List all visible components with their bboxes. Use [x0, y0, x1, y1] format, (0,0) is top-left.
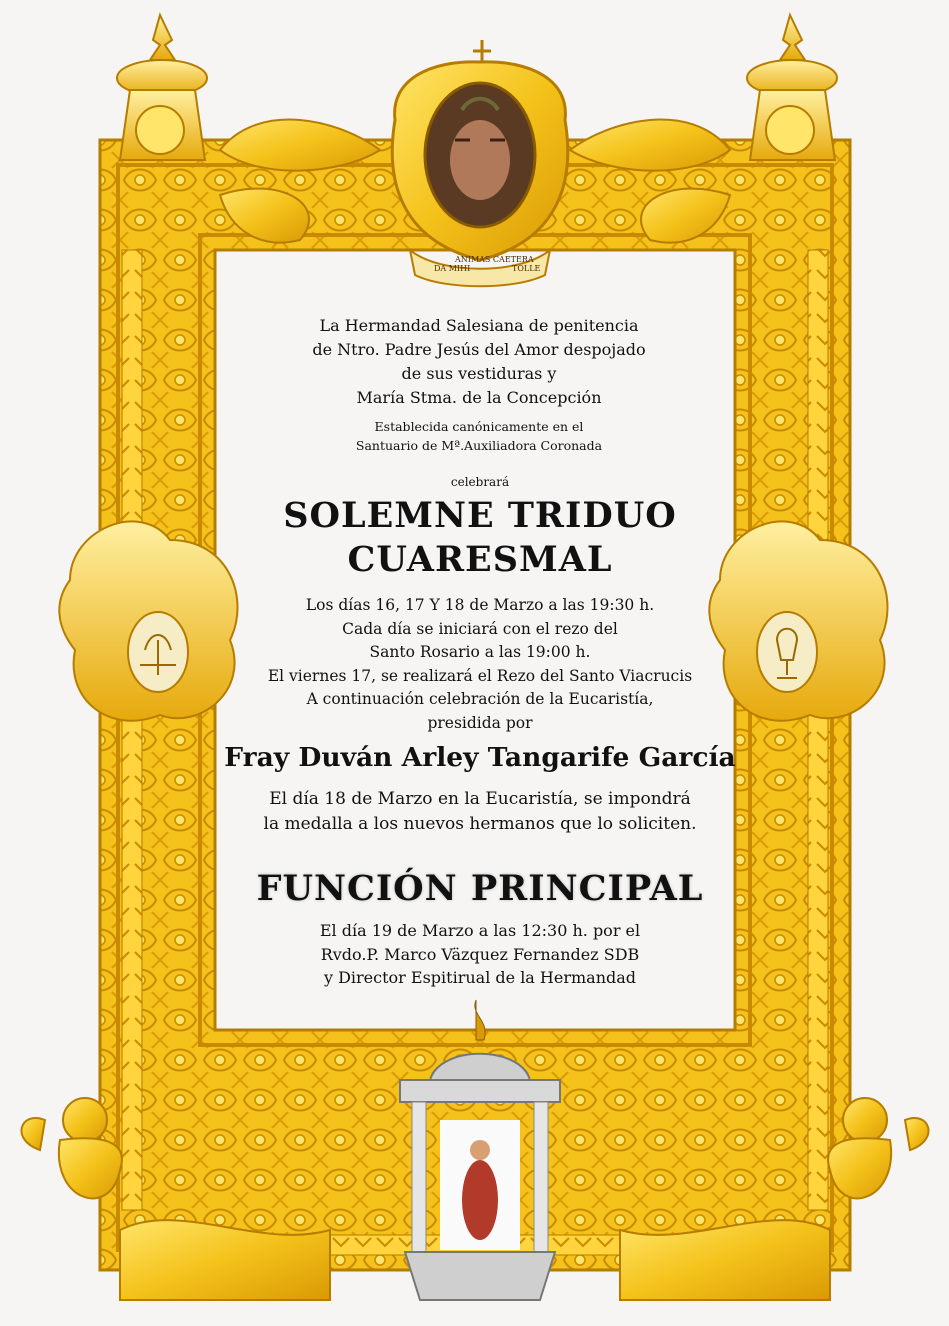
intro-line: María Stma. de la Concepción — [356, 388, 602, 407]
celebrates-label: celebrará — [450, 475, 510, 489]
emblem-banner-center: ANIMAS CAETERA — [455, 255, 534, 264]
main-title-line2: CUARESMAL — [347, 539, 613, 580]
schedule-line: El viernes 17, se realizará el Rezo del Santo Viacrucis — [267, 666, 693, 685]
intro-line: La Hermandad Salesiana de penitencia — [319, 316, 639, 335]
principal-line: El día 19 de Marzo a las 12:30 h. por el — [319, 921, 641, 940]
schedule-line: Cada día se iniciará con el rezo del — [342, 619, 618, 638]
schedule-line: Los días 16, 17 Y 18 de Marzo a las 19:30 h. — [305, 596, 655, 614]
intro-line: de sus vestiduras y — [401, 364, 557, 383]
established-line: Santuario de Mª.Auxiliadora Coronada — [355, 438, 603, 453]
emblem-banner-left: DA MIHI — [434, 264, 471, 273]
brotherhood-intro — [245, 314, 713, 410]
established-line: Establecida canónicamente en el — [374, 419, 584, 434]
emblem-banner-right: TOLLE — [512, 264, 541, 273]
medal-line: El día 18 de Marzo en la Eucaristía, se impondrá — [269, 789, 691, 809]
schedule-line: presidida por — [427, 713, 533, 732]
principal-line: Rvdo.P. Marco Väzquez Fernandez SDB — [320, 944, 640, 964]
medal-line: la medalla a los nuevos hermanos que lo soliciten. — [263, 814, 697, 834]
schedule-line: Santo Rosario a las 19:00 h. — [369, 643, 591, 661]
schedule-block — [235, 594, 725, 735]
principal-details — [240, 919, 720, 990]
main-title-line1: SOLEMNE TRIDUO — [283, 495, 677, 536]
established-note — [260, 417, 698, 455]
medal-note — [220, 787, 740, 837]
principal-heading: FUNCIÓN PRINCIPAL — [256, 868, 704, 909]
principal-line: y Director Espitirual de la Hermandad — [323, 968, 637, 987]
intro-line: de Ntro. Padre Jesús del Amor despojado — [312, 340, 646, 359]
main-title — [200, 494, 760, 582]
schedule-line: A continuación celebración de la Eucaristía, — [306, 690, 654, 708]
celebrant-name: Fray Duván Arley Tangarife García — [224, 742, 736, 773]
